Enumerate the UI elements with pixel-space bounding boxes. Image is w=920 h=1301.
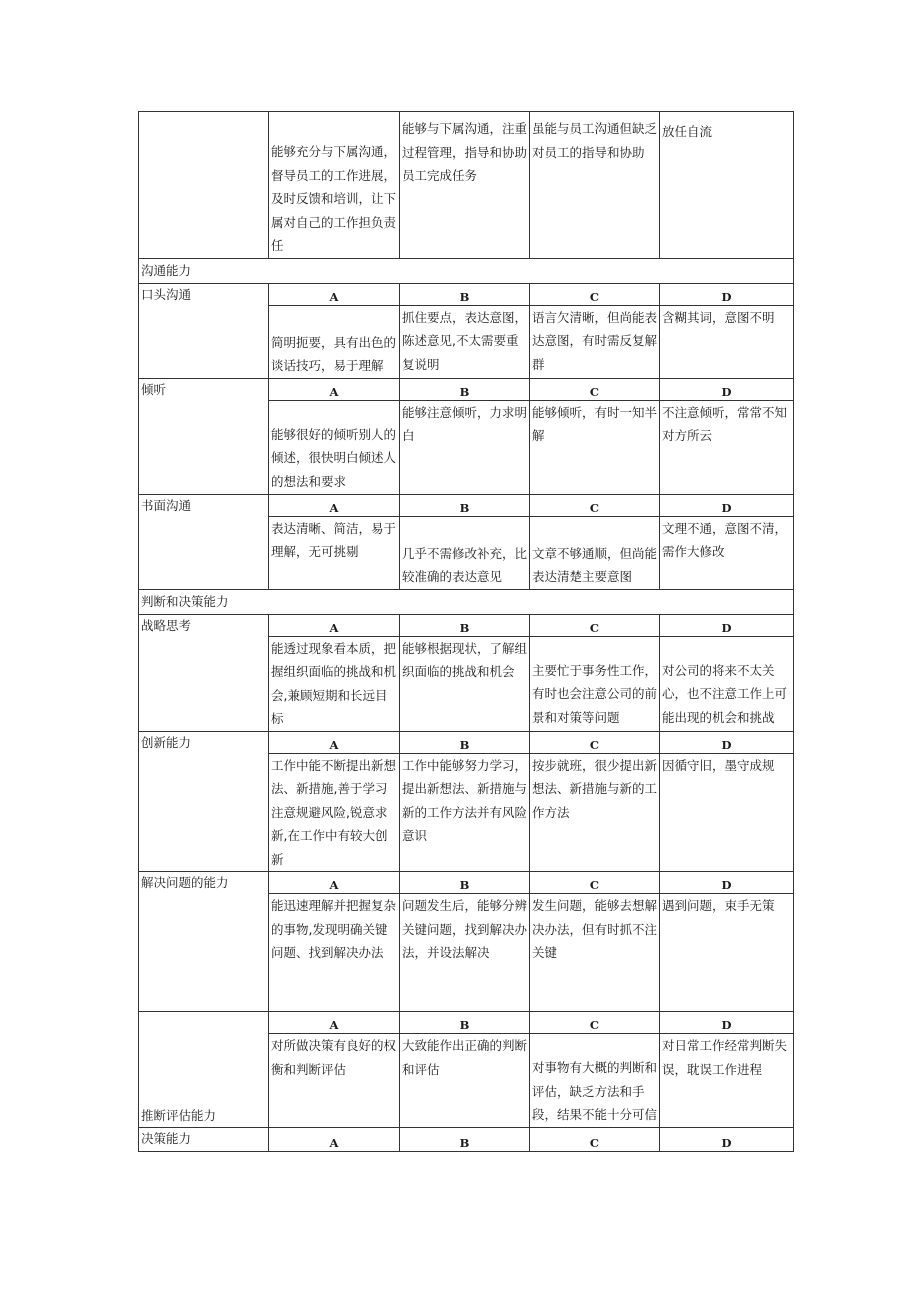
grade-b-description: 能够与下属沟通，注重过程管理，指导和协助员工完成任务 <box>400 112 530 259</box>
item-label-listening: 倾听 <box>139 378 269 494</box>
grade-header-c: C <box>530 872 660 894</box>
empty-label-cell <box>139 112 269 259</box>
grade-header-b: B <box>400 1012 530 1034</box>
grade-header-d: D <box>660 283 794 305</box>
grade-a-description: 能透过现象看本质，把握组织面临的挑战和机会,兼顾短期和长远目标 <box>269 636 400 731</box>
grade-header-c: C <box>530 1012 660 1034</box>
table-row <box>139 731 794 753</box>
grade-header-d: D <box>660 378 794 400</box>
grade-header-b: B <box>400 378 530 400</box>
grade-header-b: B <box>400 872 530 894</box>
grade-header-b: B <box>400 731 530 753</box>
item-label-innovation: 创新能力 <box>139 731 269 872</box>
grade-d-description: 对日常工作经常判断失误，耽误工作进程 <box>660 1034 794 1128</box>
grade-d-description: 因循守旧，墨守成规 <box>660 753 794 872</box>
section-header-row <box>139 258 794 283</box>
grade-header-d: D <box>660 1128 794 1152</box>
grade-a-description: 表达清晰、简洁，易于理解，无可挑剔 <box>269 516 400 589</box>
item-label-strategy: 战略思考 <box>139 614 269 731</box>
section-title-communication: 沟通能力 <box>139 258 794 283</box>
grade-d-description: 文理不通，意图不清，需作大修改 <box>660 516 794 589</box>
item-label-decision: 决策能力 <box>139 1128 269 1152</box>
table-row <box>139 378 794 400</box>
grade-header-c: C <box>530 378 660 400</box>
grade-header-d: D <box>660 494 794 516</box>
grade-header-c: C <box>530 731 660 753</box>
section-title-judgement: 判断和决策能力 <box>139 589 794 614</box>
grade-d-description: 放任自流 <box>660 112 794 259</box>
grade-header-d: D <box>660 731 794 753</box>
table-row <box>139 1012 794 1034</box>
grade-c-description: 按步就班，很少提出新想法、新措施与新的工作方法 <box>530 753 660 872</box>
table-row <box>139 872 794 894</box>
grade-header-b: B <box>400 1128 530 1152</box>
item-label-written: 书面沟通 <box>139 494 269 589</box>
grade-header-b: B <box>400 614 530 636</box>
grade-header-b: B <box>400 283 530 305</box>
grade-header-a: A <box>269 378 400 400</box>
table-row <box>139 614 794 636</box>
grade-header-c: C <box>530 283 660 305</box>
table-row <box>139 1128 794 1152</box>
grade-c-description: 能够倾听，有时一知半解 <box>530 400 660 494</box>
table-row <box>139 112 794 259</box>
grade-c-description: 文章不够通顺，但尚能表达清楚主要意图 <box>530 516 660 589</box>
grade-header-a: A <box>269 494 400 516</box>
grade-header-a: A <box>269 283 400 305</box>
competency-rating-table <box>138 111 794 1152</box>
grade-header-c: C <box>530 494 660 516</box>
grade-c-description: 语言欠清晰，但尚能表达意图，有时需反复解群 <box>530 305 660 378</box>
grade-header-c: C <box>530 614 660 636</box>
grade-b-description: 抓住要点，表达意图，陈述意见,不太需要重复说明 <box>400 305 530 378</box>
competency-table-page <box>138 111 793 1152</box>
grade-a-description: 对所做决策有良好的权衡和判断评估 <box>269 1034 400 1128</box>
item-label-oral: 口头沟通 <box>139 283 269 378</box>
grade-b-description: 大致能作出正确的判断和评估 <box>400 1034 530 1128</box>
grade-a-description: 能够充分与下属沟通，督导员工的工作进展，及时反馈和培训，让下属对自己的工作担负责任 <box>269 112 400 259</box>
item-label-evaluation: 推断评估能力 <box>139 1012 269 1128</box>
grade-b-description: 能够注意倾听，力求明白 <box>400 400 530 494</box>
grade-d-description: 含糊其词，意图不明 <box>660 305 794 378</box>
grade-header-d: D <box>660 872 794 894</box>
grade-a-description: 能够很好的倾听别人的倾述，很快明白倾述人的想法和要求 <box>269 400 400 494</box>
grade-header-a: A <box>269 1128 400 1152</box>
grade-header-a: A <box>269 614 400 636</box>
grade-d-description: 不注意倾听，常常不知对方所云 <box>660 400 794 494</box>
grade-d-description: 对公司的将来不太关心，也不注意工作上可能出现的机会和挑战 <box>660 636 794 731</box>
grade-a-description: 能迅速理解并把握复杂的事物,发现明确关键问题、找到解决办法 <box>269 894 400 1012</box>
grade-c-description: 主要忙于事务性工作，有时也会注意公司的前景和对策等问题 <box>530 636 660 731</box>
grade-b-description: 几乎不需修改补充，比较准确的表达意见 <box>400 516 530 589</box>
grade-header-c: C <box>530 1128 660 1152</box>
grade-d-description: 遇到问题，束手无策 <box>660 894 794 1012</box>
grade-header-a: A <box>269 1012 400 1034</box>
grade-c-description: 发生问题，能够去想解决办法，但有时抓不注关键 <box>530 894 660 1012</box>
grade-header-a: A <box>269 731 400 753</box>
grade-header-d: D <box>660 1012 794 1034</box>
grade-a-description: 简明扼要，具有出色的谈话技巧，易于理解 <box>269 305 400 378</box>
grade-a-description: 工作中能不断提出新想法、新措施,善于学习注意规避风险,锐意求新,在工作中有较大创新 <box>269 753 400 872</box>
table-row <box>139 283 794 305</box>
table-row <box>139 494 794 516</box>
item-label-problem-solving: 解决问题的能力 <box>139 872 269 1012</box>
grade-header-d: D <box>660 614 794 636</box>
grade-b-description: 问题发生后，能够分辨关键问题，找到解决办法，并设法解决 <box>400 894 530 1012</box>
section-header-row <box>139 589 794 614</box>
grade-header-b: B <box>400 494 530 516</box>
grade-header-a: A <box>269 872 400 894</box>
grade-c-description: 虽能与员工沟通但缺乏对员工的指导和协助 <box>530 112 660 259</box>
grade-b-description: 能够根据现状，了解组织面临的挑战和机会 <box>400 636 530 731</box>
grade-b-description: 工作中能够努力学习，提出新想法、新措施与新的工作方法并有风险意识 <box>400 753 530 872</box>
grade-c-description: 对事物有大概的判断和评估，缺乏方法和手段，结果不能十分可信 <box>530 1034 660 1128</box>
